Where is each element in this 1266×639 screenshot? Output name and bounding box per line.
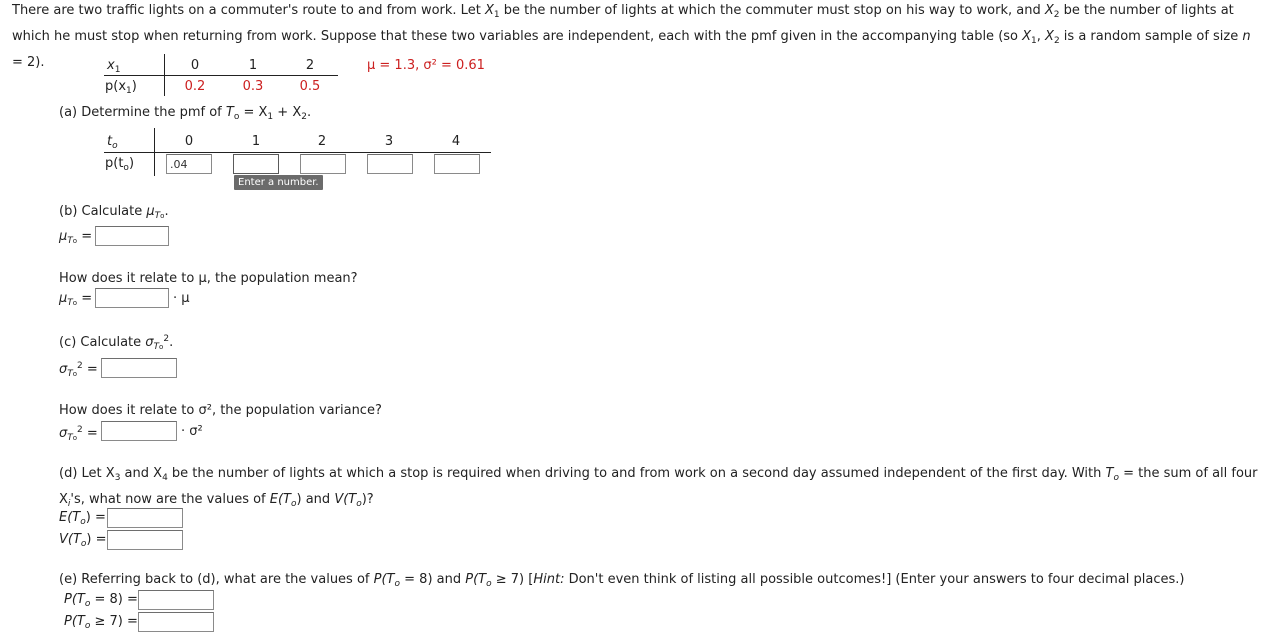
pmf-x-2: 2 xyxy=(305,58,315,73)
intro-text-4: is a random sample of size xyxy=(1059,29,1243,44)
v-label-end: ) = xyxy=(86,532,107,547)
mu-to-label-2 xyxy=(59,291,92,308)
part-b-mu-subsub: o xyxy=(160,212,165,220)
input-tooltip: Enter a number. xyxy=(234,175,323,190)
p-close: ) xyxy=(131,79,137,94)
part-e-hint: Hint: xyxy=(533,572,565,587)
var-x1b: X xyxy=(1022,29,1032,44)
part-a-eq: = X xyxy=(239,105,268,120)
p-to-0-input[interactable] xyxy=(166,154,212,174)
sigma-to-input[interactable] xyxy=(101,358,177,378)
intro-text-5: = 2). xyxy=(12,55,45,70)
sigma-sym-2: σ xyxy=(59,426,68,441)
part-d-i: i xyxy=(67,499,71,509)
part-a-text: (a) Determine the pmf of xyxy=(59,105,226,120)
v-label-sub: o xyxy=(80,539,87,549)
part-b-label xyxy=(59,204,169,221)
part-e-label: (e) Referring back to (d), what are the values of xyxy=(59,572,374,587)
mu-sym-sub: T xyxy=(67,236,73,246)
part-e-p7-end: ≥ 7) xyxy=(491,572,525,587)
sigma-eq: = xyxy=(86,362,98,377)
part-d-V: V(T xyxy=(334,492,357,507)
part-d-rest3: 's, what now are the values of xyxy=(70,492,270,507)
var-x2-sub: 2 xyxy=(1053,10,1060,20)
part-e-p8-end: = 8) xyxy=(400,572,433,587)
part-c-sigma: σ xyxy=(145,335,154,350)
part-d-1: (d) Let X xyxy=(59,466,115,481)
var-x1-sub: 1 xyxy=(493,10,500,20)
part-d-E: E(T xyxy=(269,492,291,507)
mu-to-input[interactable] xyxy=(95,226,169,246)
sigma-sym-sub: T xyxy=(67,369,73,379)
part-d-rest1: be the number of lights at which a stop is required when driving to and from work on a second day assumed independent of the first day. With xyxy=(167,466,1106,481)
part-e-p8-sub: o xyxy=(394,579,401,589)
to-divider-h xyxy=(104,152,491,153)
sigma-sym-subsub: o xyxy=(72,370,78,378)
part-c-text: (c) Calculate xyxy=(59,335,146,350)
p-ge7-sub: o xyxy=(84,621,91,631)
part-c-label xyxy=(59,334,173,352)
sigma-sym-2-subsub: o xyxy=(72,434,78,442)
var-x2: X xyxy=(1044,3,1054,18)
pmf-x-1: 1 xyxy=(248,58,258,73)
p-eq8-sub: o xyxy=(84,599,91,609)
pt-sub: o xyxy=(123,163,129,173)
pmf-p-2: 0.5 xyxy=(299,79,321,94)
part-a-T-sub: o xyxy=(233,112,240,122)
var-x1: X xyxy=(484,3,494,18)
part-a-sub2: 2 xyxy=(301,112,307,122)
intro-text-3: be the number of lights at which he must stop when returning from work. Suppose that these two variables are independent, each with the pmf given in the accompanying table (so xyxy=(12,3,1234,44)
part-e-hint-open: [ xyxy=(524,572,534,587)
pt-label: p(t xyxy=(105,156,124,171)
part-c-question: How does it relate to σ², the population variance? xyxy=(59,403,382,418)
pto-header xyxy=(105,156,134,173)
part-a-sub1: 1 xyxy=(267,112,274,122)
p-ge7-input[interactable] xyxy=(138,612,214,632)
var-n: n xyxy=(1242,29,1251,44)
v-label: V(T xyxy=(59,532,81,547)
part-c-end: . xyxy=(169,335,174,350)
p-eq8-input[interactable] xyxy=(138,590,214,610)
v-to-input[interactable] xyxy=(107,530,183,550)
p-to-1-input[interactable] xyxy=(233,154,279,174)
intro-text-2: be the number of lights at which the commuter must stop on his way to work, and xyxy=(499,3,1045,18)
part-a-label xyxy=(59,105,311,122)
to-val-0: 0 xyxy=(184,134,194,149)
part-d-andV: ) and xyxy=(296,492,335,507)
part-b-mu: μ xyxy=(146,204,155,219)
t-label: t xyxy=(107,134,113,149)
part-c-sigma-sup: 2 xyxy=(163,334,170,344)
part-b-text: (b) Calculate xyxy=(59,204,147,219)
p-to-3-input[interactable] xyxy=(367,154,413,174)
to-val-4: 4 xyxy=(451,134,461,149)
part-e-hint-text: Don't even think of listing all possible outcomes!] (Enter your answers to four decimal places.) xyxy=(564,572,1185,587)
p-label: p(x xyxy=(105,79,127,94)
sigma-to-label xyxy=(59,361,98,379)
part-a-T: T xyxy=(225,105,234,120)
x-label: x xyxy=(107,58,115,73)
e-label: E(T xyxy=(59,510,81,525)
to-val-1: 1 xyxy=(251,134,261,149)
p-ge7-label-text: P(T xyxy=(64,614,85,629)
sigma-relation-input[interactable] xyxy=(101,421,177,441)
sigma-times: · σ² xyxy=(181,424,203,439)
part-d-s3: 3 xyxy=(114,473,121,483)
p-ge7-label xyxy=(64,614,138,631)
part-d-T: T xyxy=(1105,466,1114,481)
comma: , xyxy=(1036,29,1046,44)
part-a-plus: + X xyxy=(273,105,302,120)
mu-times: · μ xyxy=(173,291,190,306)
var-x2b-sub: 2 xyxy=(1053,36,1060,46)
part-e-p7: P(T xyxy=(465,572,487,587)
mu-eq: = xyxy=(81,229,93,244)
mu-sym-subsub: o xyxy=(72,237,78,245)
sigma-sym: σ xyxy=(59,362,68,377)
pmf-p-0: 0.2 xyxy=(184,79,206,94)
part-d-s4: 4 xyxy=(162,473,168,483)
to-val-2: 2 xyxy=(317,134,327,149)
pmf-x-0: 0 xyxy=(190,58,200,73)
part-c-sigma-sub: T xyxy=(153,342,160,352)
part-e-text xyxy=(59,572,1185,589)
p-sub: 1 xyxy=(126,86,132,96)
to-header xyxy=(107,134,118,151)
e-to-input[interactable] xyxy=(107,508,183,528)
mu-sym-2-sub: T xyxy=(67,298,73,308)
mu-sym-2: μ xyxy=(59,291,68,306)
p-eq8-end: = 8) = xyxy=(90,592,138,607)
part-d-E-sub: o xyxy=(291,499,297,509)
part-d-qend: )? xyxy=(361,492,374,507)
p-ge7-end: ≥ 7) = xyxy=(90,614,138,629)
part-d-and: and X xyxy=(120,466,163,481)
pmf-p-1: 0.3 xyxy=(242,79,264,94)
p-to-4-input[interactable] xyxy=(434,154,480,174)
sigma-sym-2-sup: 2 xyxy=(77,425,83,435)
pmf-x-header xyxy=(107,58,120,75)
part-b-mu-sub: T xyxy=(154,211,161,221)
mu-sym: μ xyxy=(59,229,68,244)
e-label-sub: o xyxy=(80,517,86,527)
sigma-sym-2-sub: T xyxy=(67,433,73,443)
e-to-label xyxy=(59,510,106,527)
t-sub: o xyxy=(112,141,118,151)
e-label-end: ) = xyxy=(85,510,106,525)
mu-to-label xyxy=(59,229,92,246)
mu-eq-2: = xyxy=(81,291,93,306)
var-x1b-sub: 1 xyxy=(1031,36,1037,46)
part-b-end: . xyxy=(164,204,169,219)
p-to-2-input[interactable] xyxy=(300,154,346,174)
part-d-text xyxy=(59,463,1259,515)
sigma-to-label-2 xyxy=(59,425,98,443)
pmf-divider-h xyxy=(104,75,338,76)
pt-close: ) xyxy=(128,156,135,171)
mu-sym-2-subsub: o xyxy=(72,299,78,307)
part-c-sigma-subsub: o xyxy=(159,343,164,351)
part-a-end: . xyxy=(306,105,312,120)
pmf-p-header xyxy=(105,79,137,96)
sigma-sym-sup: 2 xyxy=(77,361,83,371)
p-eq8-label-text: P(T xyxy=(64,592,85,607)
part-d-V-sub: o xyxy=(356,499,362,509)
part-d-rest2: = the sum of all four X xyxy=(59,466,1258,507)
var-x2b: X xyxy=(1045,29,1054,44)
to-val-3: 3 xyxy=(384,134,394,149)
intro-text: There are two traffic lights on a commuter's route to and from work. Let xyxy=(12,3,485,18)
part-d-T-sub: o xyxy=(1113,473,1119,483)
v-to-label xyxy=(59,532,107,549)
pmf-stats: μ = 1.3, σ² = 0.61 xyxy=(367,58,485,73)
sigma-eq-2: = xyxy=(86,426,98,441)
part-e-and: and xyxy=(432,572,466,587)
p-eq8-label xyxy=(64,592,138,609)
x-sub: 1 xyxy=(114,65,121,75)
part-e-p7-sub: o xyxy=(486,579,492,589)
part-b-question: How does it relate to μ, the population mean? xyxy=(59,271,358,286)
mu-relation-input[interactable] xyxy=(95,288,169,308)
part-e-p8: P(T xyxy=(373,572,395,587)
